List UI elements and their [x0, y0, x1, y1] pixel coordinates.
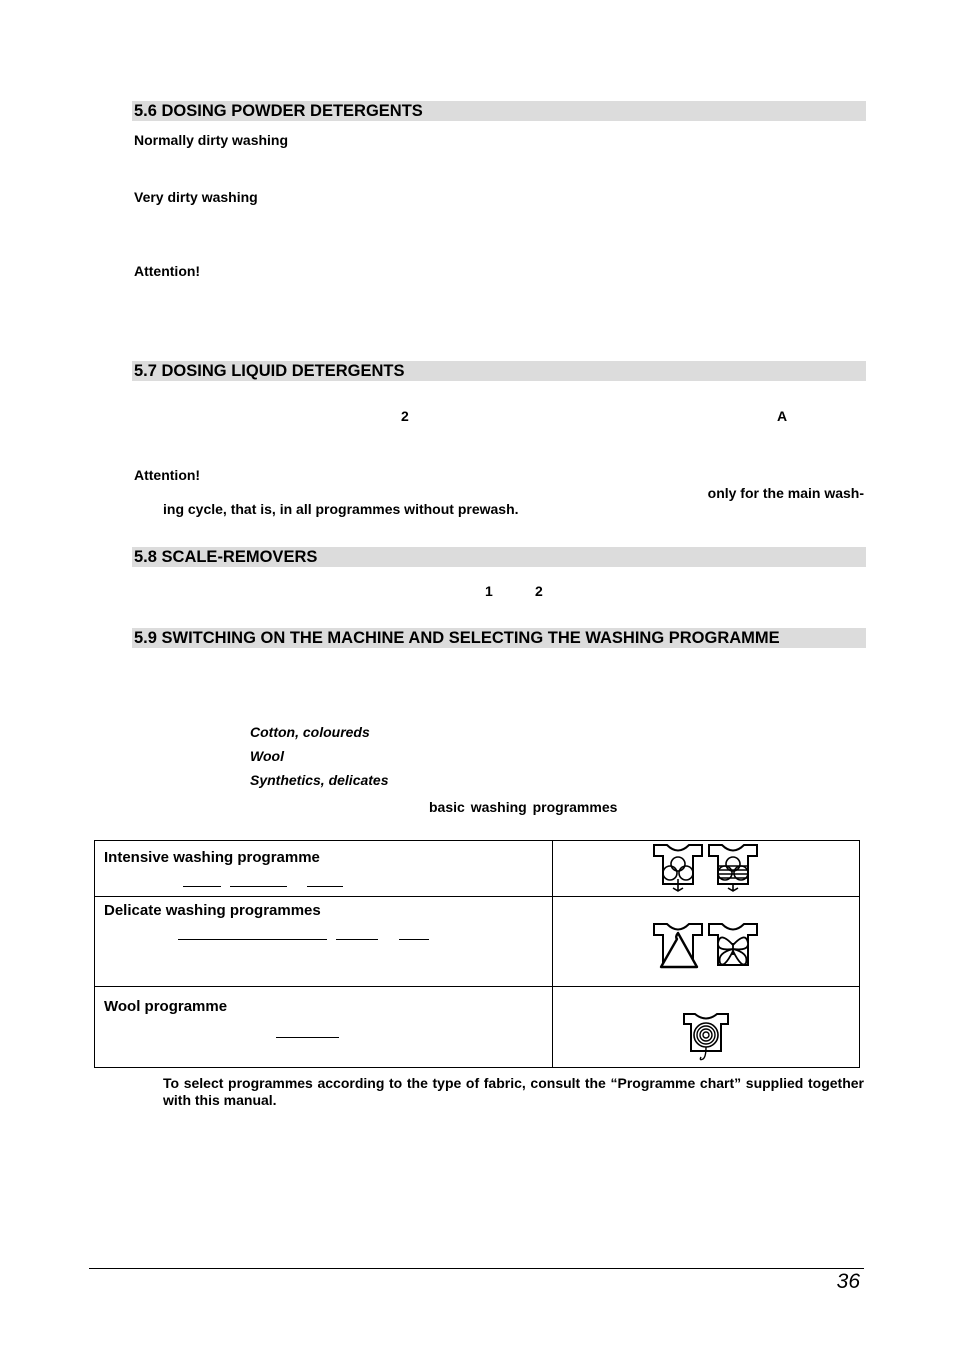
programme-symbol-cell — [553, 987, 860, 1068]
table-row — [95, 841, 860, 897]
programme-name-cell — [95, 897, 553, 987]
fabric-type-cotton: Cotton, coloureds — [250, 724, 370, 740]
fabric-type-synthetics: Synthetics, delicates — [250, 772, 389, 788]
compartment-2-marker-scale: 2 — [535, 583, 543, 599]
attention-label-5-7: Attention! — [134, 467, 201, 483]
programme-name-cell — [95, 987, 553, 1068]
cotton-shirt-icon — [651, 842, 705, 894]
underline — [178, 939, 327, 940]
basic-programmes-label: basic washing programmes — [429, 799, 618, 815]
programme-name-intensive: Intensive washing programme — [104, 849, 320, 866]
underline — [276, 1037, 339, 1038]
fabric-type-wool: Wool — [250, 748, 284, 764]
table-row — [95, 987, 860, 1068]
attention-label-5-6: Attention! — [134, 263, 201, 279]
compartment-1-marker: 1 — [485, 583, 493, 599]
table-row — [95, 897, 860, 987]
section-heading-5-9: 5.9 SWITCHING ON THE MACHINE AND SELECTING THE WASHING PROGRAMME — [132, 628, 866, 648]
programme-table — [94, 840, 860, 1068]
programme-name-cell — [95, 841, 553, 897]
liquid-note-line2: ing cycle, that is, in all programmes without prewash. — [163, 501, 519, 517]
underline — [183, 886, 221, 887]
section-heading-5-6: 5.6 DOSING POWDER DETERGENTS — [132, 101, 866, 121]
wool-shirt-icon — [681, 1011, 731, 1065]
underline — [399, 939, 429, 940]
programme-name-delicate: Delicate washing programmes — [104, 902, 321, 919]
normally-dirty-label: Normally dirty washing — [134, 132, 289, 148]
underline — [307, 886, 343, 887]
coloureds-shirt-icon — [706, 842, 760, 894]
delicates-shirt-icon — [706, 921, 760, 973]
section-heading-5-7: 5.7 DOSING LIQUID DETERGENTS — [132, 361, 866, 381]
underline — [336, 939, 378, 940]
very-dirty-label: Very dirty washing — [134, 189, 258, 205]
programme-name-wool: Wool programme — [104, 998, 228, 1015]
liquid-note-line1: only for the main wash- — [707, 485, 864, 501]
programme-symbol-cell — [553, 841, 860, 897]
programme-chart-note: To select programmes according to the type of fabric, consult the “Programme chart” supplied together with this manual. — [163, 1075, 864, 1108]
synthetics-shirt-icon — [651, 921, 705, 973]
programme-symbol-cell — [553, 897, 860, 987]
footer-divider — [89, 1268, 864, 1269]
underline — [230, 886, 287, 887]
page-number: 36 — [836, 1270, 860, 1293]
compartment-a-marker: A — [777, 408, 788, 424]
section-heading-5-8: 5.8 SCALE-REMOVERS — [132, 547, 866, 567]
compartment-2-marker: 2 — [401, 408, 409, 424]
